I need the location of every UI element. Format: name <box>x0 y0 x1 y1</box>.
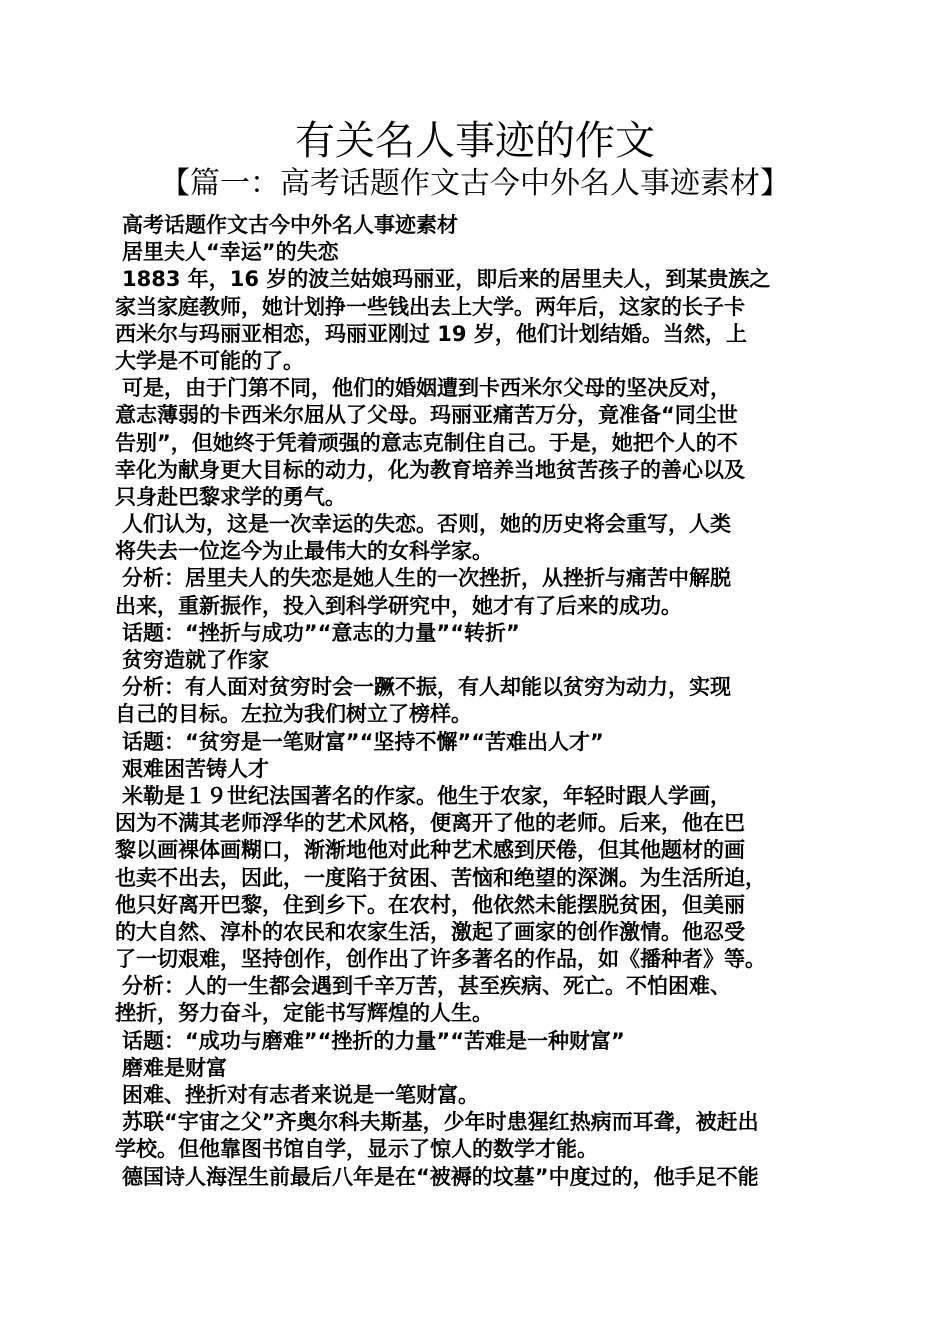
body-line: 分析：有人面对贫穷时会一蹶不振，有人却能以贫穷为动力，实现 <box>122 675 731 700</box>
body-line: 人们认为，这是一次幸运的失恋。否则，她的历史将会重写，人类 <box>122 512 731 537</box>
body-line: 1883 年，16 岁的波兰姑娘玛丽亚，即后来的居里夫人，到某贵族之 <box>122 267 771 292</box>
body-line: 意志薄弱的卡西米尔屈从了父母。玛丽亚痛苦万分，竟准备“同尘世 <box>115 403 738 428</box>
body-line: 自己的目标。左拉为我们树立了榜样。 <box>115 702 472 727</box>
document-body <box>115 212 845 1191</box>
body-line: 德国诗人海涅生前最后八年是在“被褥的坟墓”中度过的，他手足不能 <box>122 1164 759 1189</box>
body-line: 困难、挫折对有志者来说是一笔财富。 <box>122 1083 479 1107</box>
body-line: 西米尔与玛丽亚相恋，玛丽亚刚过 19 岁，他们计划结婚。当然，上 <box>115 321 747 346</box>
body-line: 分析：人的一生都会遇到千辛万苦，甚至疾病、死亡。不怕困难、 <box>122 974 731 999</box>
body-line: 家当家庭教师，她计划挣一些钱出去上大学。两年后，这家的长子卡 <box>115 294 745 319</box>
body-line: 居里夫人“幸运”的失恋 <box>122 240 339 265</box>
body-line: 也卖不出去，因此，一度陷于贫困、苦恼和绝望的深渊。为生活所迫， <box>115 865 766 890</box>
body-line: 话题：“成功与磨难”“挫折的力量”“苦难是一种财富” <box>122 1028 625 1053</box>
body-line: 艰难困苦铸人才 <box>122 756 269 781</box>
body-line: 可是，由于门第不同，他们的婚姻遭到卡西米尔父母的坚决反对， <box>122 376 731 401</box>
body-line: 高考话题作文古今中外名人事迹素材 <box>122 213 458 237</box>
body-line: 话题：“贫穷是一笔财富”“坚持不懈”“苦难出人才” <box>122 729 604 754</box>
body-line: 幸化为献身更大目标的动力，化为教育培养当地贫苦孩子的善心以及 <box>115 457 745 482</box>
body-line: 苏联“宇宙之父”齐奥尔科夫斯基，少年时患猩红热病而耳聋，被赶出 <box>122 1110 759 1135</box>
document-title: 有关名人事迹的作文 <box>295 118 655 164</box>
body-line: 贫穷造就了作家 <box>122 648 269 672</box>
body-line: 告别”，但她终于凭着顽强的意志克制住自己。于是，她把个人的不 <box>115 430 738 455</box>
body-line: 挫折，努力奋斗，定能书写辉煌的人生。 <box>115 1001 493 1026</box>
body-line: 的大自然、淳朴的农民和农家生活，激起了画家的创作激情。他忍受 <box>115 919 745 944</box>
body-line: 大学是不可能的了。 <box>115 348 304 373</box>
body-line: 将失去一位迄今为止最伟大的女科学家。 <box>115 539 493 564</box>
body-line: 他只好离开巴黎，住到乡下。在农村，他依然未能摆脱贫困，但美丽 <box>115 892 745 917</box>
body-line: 因为不满其老师浮华的艺术风格，便离开了他的老师。后来，他在巴 <box>115 811 745 836</box>
body-line: 磨难是财富 <box>122 1055 227 1080</box>
body-line: 只身赴巴黎求学的勇气。 <box>115 484 346 509</box>
body-line: 米勒是１９世纪法国著名的作家。他生于农家，年轻时跟人学画， <box>122 783 731 808</box>
body-line: 出来，重新振作，投入到科学研究中，她才有了后来的成功。 <box>115 593 682 618</box>
body-line: 黎以画裸体画糊口，渐渐地他对此种艺术感到厌倦，但其他题材的画 <box>115 838 745 863</box>
body-line: 分析：居里夫人的失恋是她人生的一次挫折，从挫折与痛苦中解脱 <box>122 566 731 591</box>
body-line: 了一切艰难，坚持创作，创作出了许多著名的作品，如《播种者》等。 <box>115 947 766 972</box>
body-line: 话题：“挫折与成功”“意志的力量”“转折” <box>122 620 520 645</box>
body-line: 学校。但他靠图书馆自学，显示了惊人的数学才能。 <box>115 1137 598 1162</box>
document-subtitle: 【篇一：高考话题作文古今中外名人事迹素材】 <box>160 166 790 201</box>
